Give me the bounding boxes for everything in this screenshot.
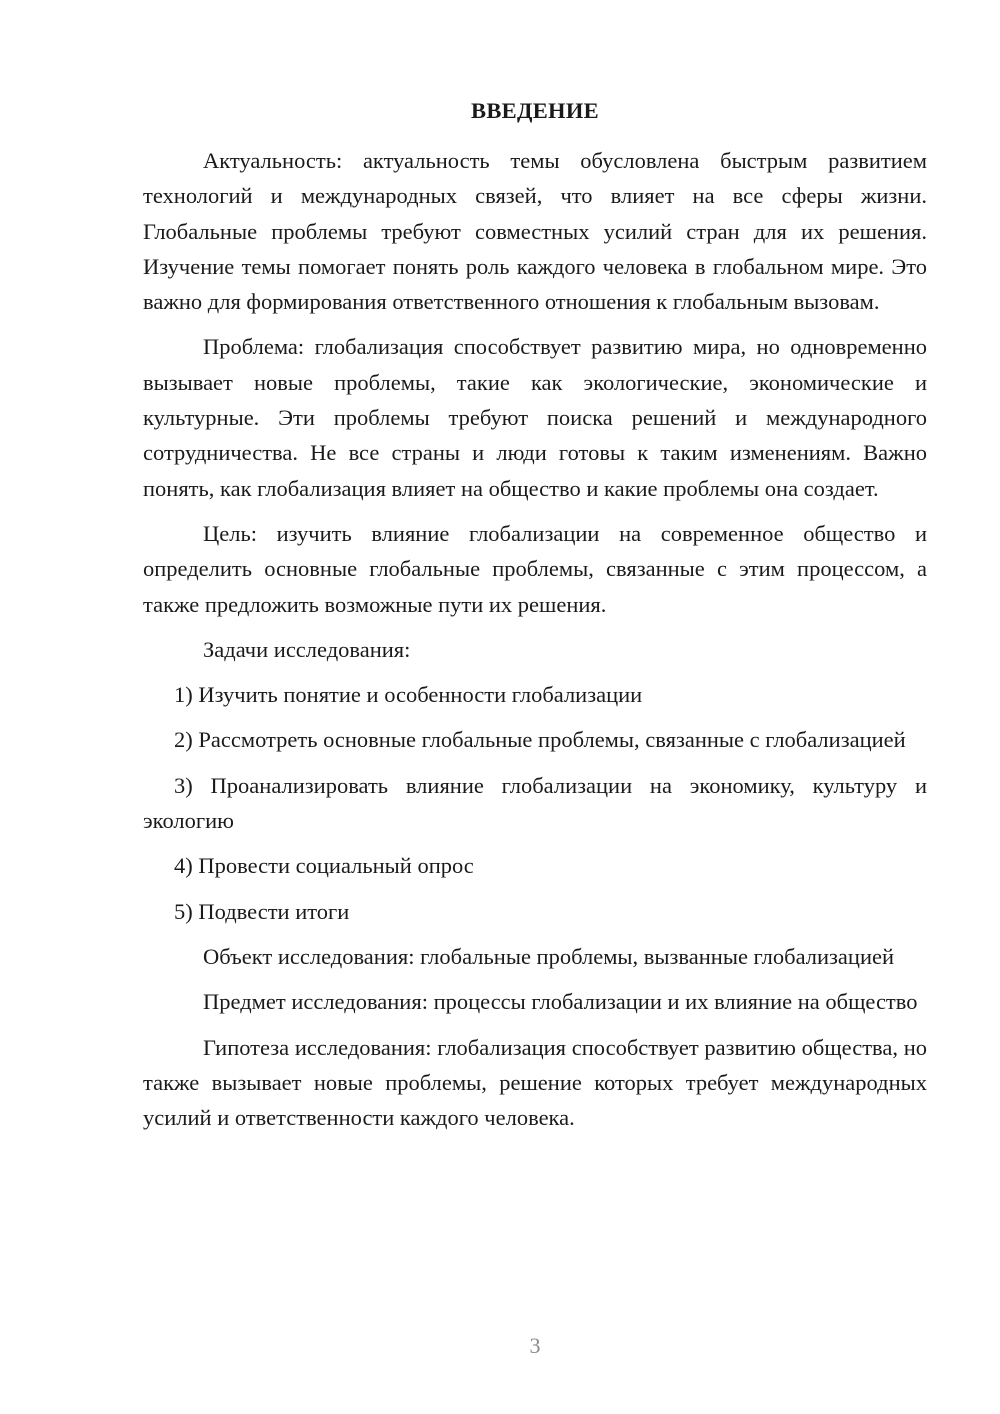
task-item: 3) Проанализировать влияние глобализации на экономику, культуру и экологию [143, 772, 927, 834]
section-heading: ВВЕДЕНИЕ [471, 98, 599, 123]
task-item: 4) Провести социальный опрос [174, 853, 474, 879]
task-item: 5) Подвести итоги [174, 898, 350, 924]
paragraph-subject: Предмет исследования: процессы глобализации и их влияние на общество [203, 989, 918, 1015]
page-number: 3 [529, 1333, 541, 1358]
paragraph-hypothesis: Гипотеза исследования: глобализация способствует развитию общества, но также вызывает новые проблемы, решение которых требует международных усилий и ответственности каждого человека. [143, 1034, 927, 1131]
paragraph-relevance: Актуальность: актуальность темы обусловлена быстрым развитием технологий и международных связей, что влияет на все сферы жизни. Глобальные проблемы требуют совместных усилий стран для их решения. Изучение темы помогает понять роль каждого человека в глобальном мире. Это важно для формирования ответственного отношения к глобальным вызовам. [143, 148, 927, 315]
paragraph-object: Объект исследования: глобальные проблемы, вызванные глобализацией [203, 943, 895, 969]
paragraph-goal: Цель: изучить влияние глобализации на современное общество и определить основные глобальные проблемы, связанные с этим процессом, а также предложить возможные пути их решения. [143, 520, 927, 617]
task-item: 1) Изучить понятие и особенности глобализации [174, 682, 643, 708]
document-body [143, 143, 927, 1135]
tasks-list [143, 677, 927, 929]
paragraph-problem: Проблема: глобализация способствует развитию мира, но одновременно вызывает новые проблемы, такие как экологические, экономические и культурные. Эти проблемы требуют поиска решений и международного сотрудничества. Не все страны и люди готовы к таким изменениям. Важно понять, как глобализация влияет на общество и какие проблемы она создает. [143, 334, 927, 501]
task-item: 2) Рассмотреть основные глобальные проблемы, связанные с глобализацией [174, 727, 906, 753]
tasks-title: Задачи исследования: [203, 636, 411, 662]
